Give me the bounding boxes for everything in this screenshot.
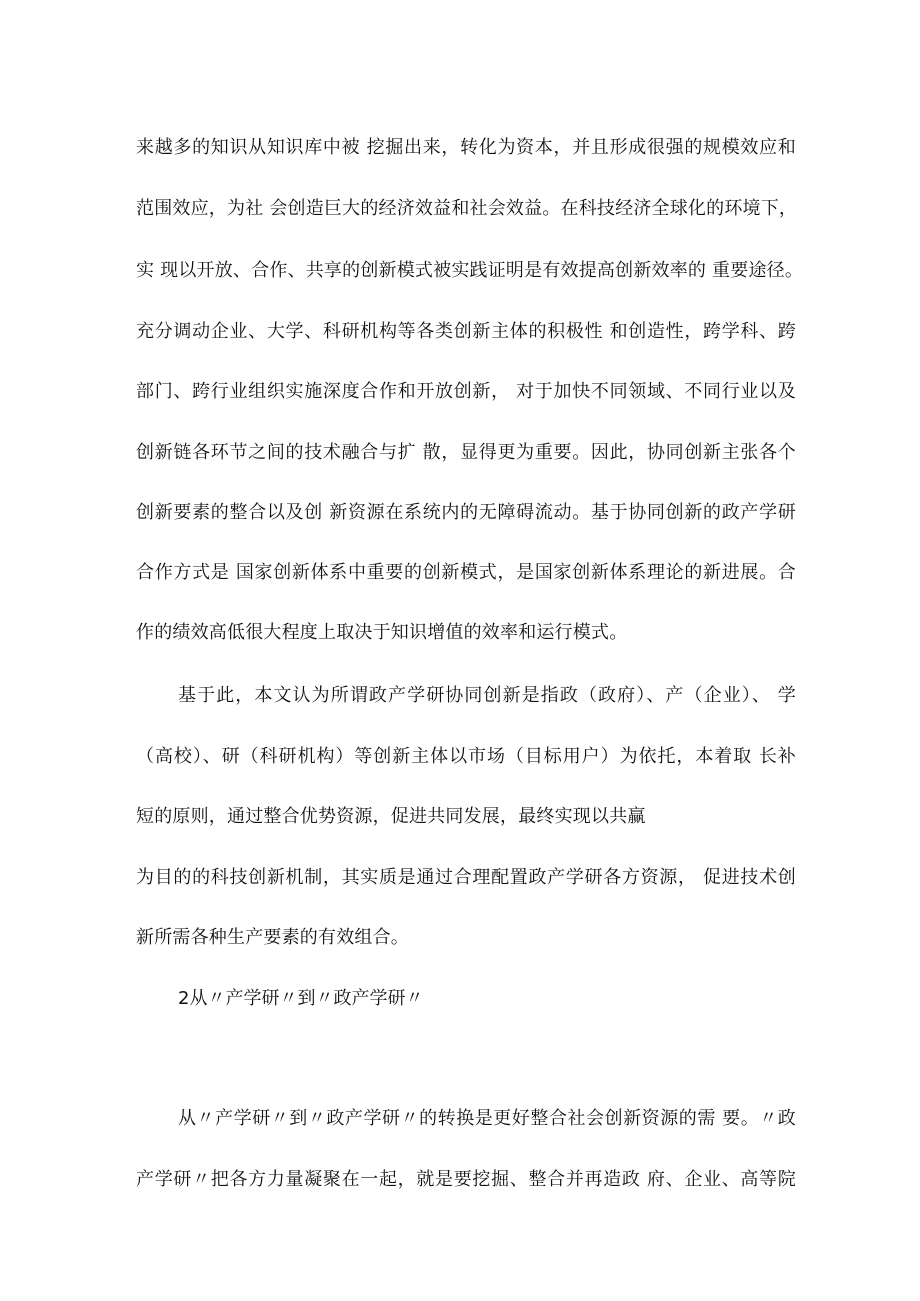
text-line: （高校）、研（科研机构）等创新主体以市场（目标用户）为依托，本着取 长补 [136,746,796,767]
text-line: 来越多的知识从知识库中被 挖掘出来，转化为资本，并且形成很强的规模效应和 [136,137,796,158]
text-line: 创新链各环节之间的技术融合与扩 散，显得更为重要。因此，协同创新主张各个 [136,442,796,463]
text-line: 合作方式是 国家创新体系中重要的创新模式，是国家创新体系理论的新进展。合 [136,562,796,583]
text-line: 充分调动企业、大学、科研机构等各类创新主体的积极性 和创造性，跨学科、跨 [136,321,796,342]
text-line: 从〃产学研〃到〃政产学研〃的转换是更好整合社会创新资源的需 要。〃政 [178,1108,796,1129]
text-line: 创新要素的整合以及创 新资源在系统内的无障碍流动。基于协同创新的政产学研 [136,502,796,523]
section-heading [178,987,423,1011]
section-number: 2 [178,988,190,1009]
text-line: 作的绩效高低很大程度上取决于知识增值的效率和运行模式。 [136,622,628,643]
section-title: 从〃产学研〃到〃政产学研〃 [189,988,424,1009]
text-line: 部门、跨行业组织实施深度合作和开放创新， 对于加快不同领域、不同行业以及 [136,381,796,402]
text-line: 新所需各种生产要素的有效组合。 [136,927,409,948]
text-line: 基于此，本文认为所谓政产学研协同创新是指政（政府）、产（企业）、 学 [178,685,796,706]
text-line: 短的原则，通过整合优势资源，促进共同发展，最终实现以共赢 [136,806,646,827]
text-line: 产学研〃把各方力量凝聚在一起，就是要挖掘、整合并再造政 府、企业、高等院 [136,1169,796,1190]
text-line: 范围效应，为社 会创造巨大的经济效益和社会效益。在科技经济全球化的环境下， [136,198,798,219]
text-line: 为目的的科技创新机制，其实质是通过合理配置政产学研各方资源， 促进技术创 [136,867,796,888]
text-line: 实 现以开放、合作、共享的创新模式被实践证明是有效提高创新效率的 重要途径。 [136,260,804,281]
